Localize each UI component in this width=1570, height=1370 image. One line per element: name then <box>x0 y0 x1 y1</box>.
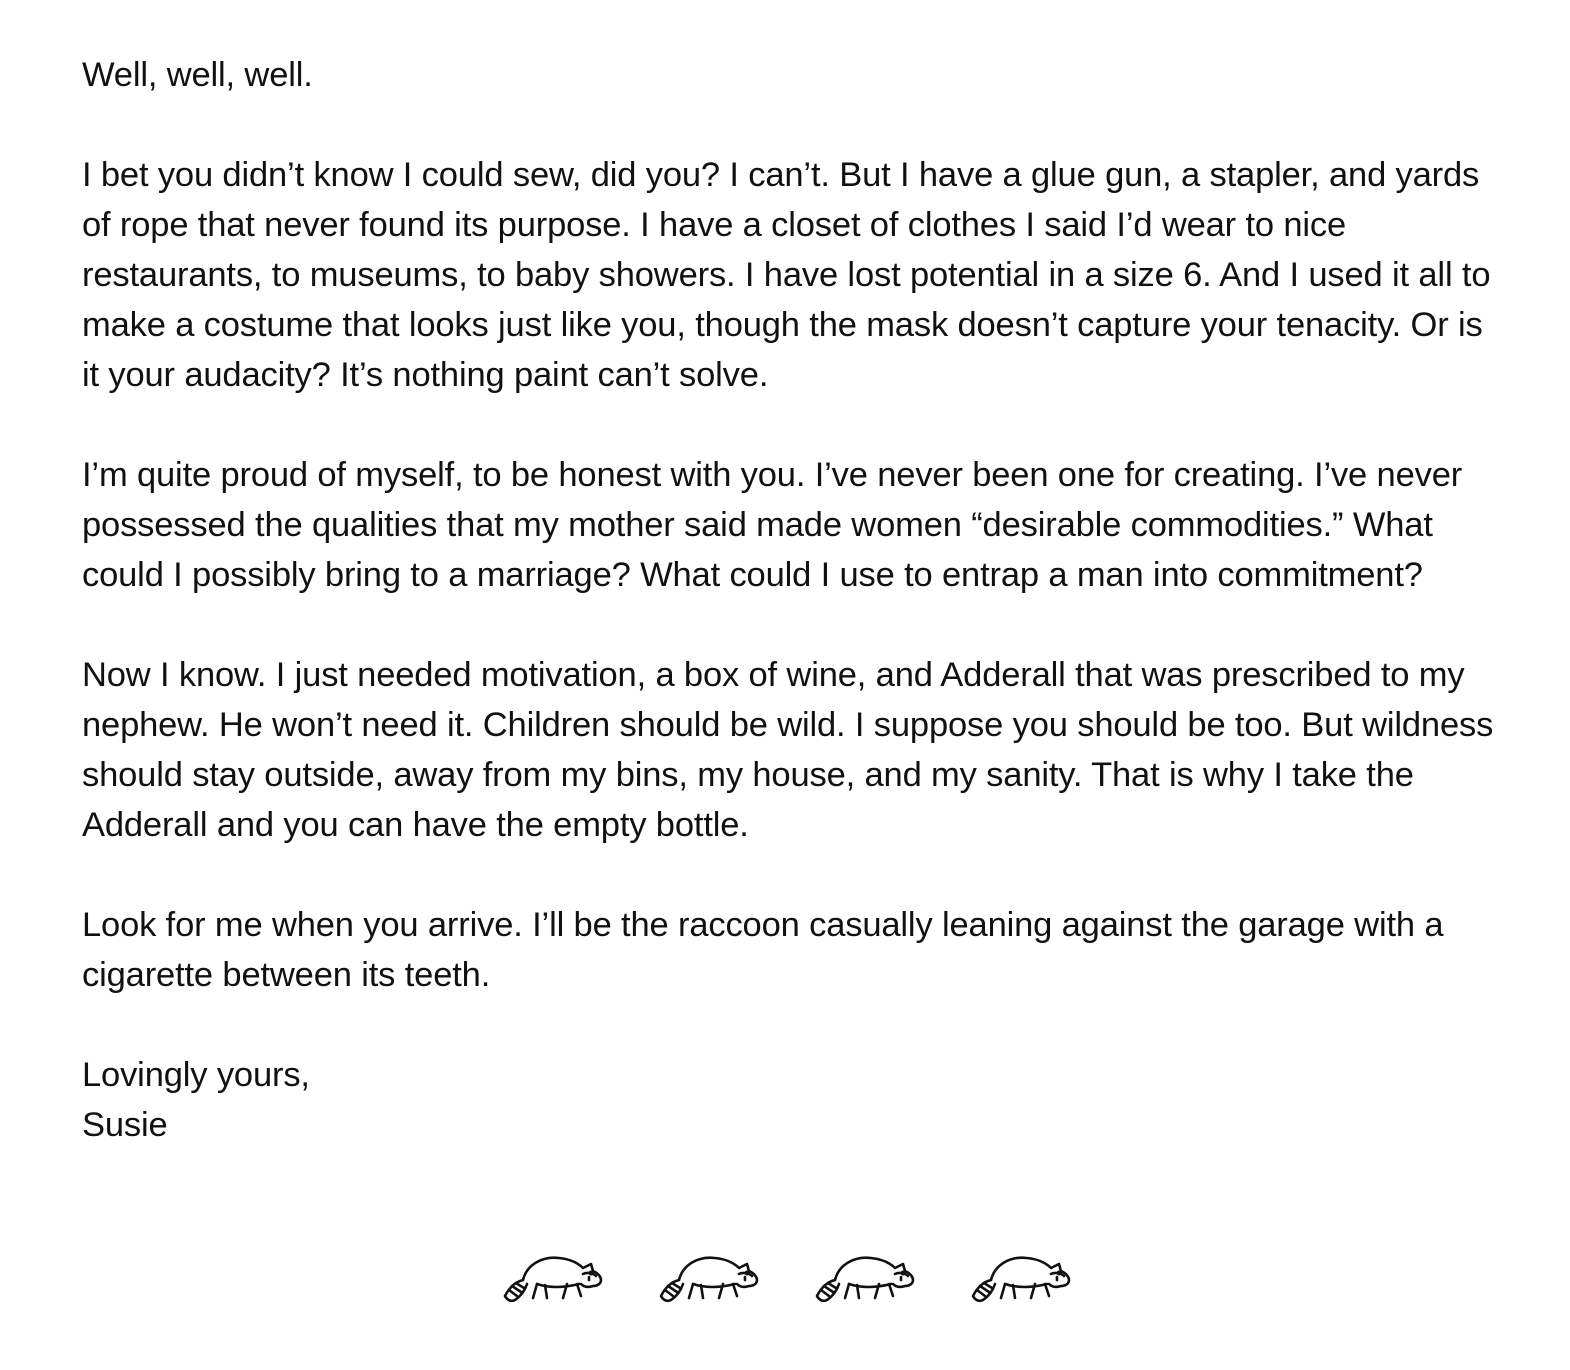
letter-paragraph: I bet you didn’t know I could sew, did you? I can’t. But I have a glue gun, a stapler, and yards of rope that never found its purpose. I have a closet of clothes I said I’d wear to nice restaurants, to museums, to baby showers. I have lost potential in a size 6. And I used it all to make a costume that looks just like you, though the mask doesn’t capture your tenacity. Or is it your audacity? It’s nothing paint can’t solve. <box>82 156 1491 394</box>
letter-paragraph: Now I know. I just needed motivation, a box of wine, and Adderall that was prescribed to my nephew. He won’t need it. Children should be wild. I suppose you should be too. But wildness should stay outside, away from my bins, my house, and my sanity. That is why I take the Adderall and you can have the empty bottle. <box>82 656 1494 844</box>
letter-paragraph: I’m quite proud of myself, to be honest with you. I’ve never been one for creating. I’ve never possessed the qualities that my mother said made women “desirable commodities.” What could I possibly bring to a marriage? What could I use to entrap a man into commitment? <box>82 456 1463 594</box>
raccoon-icon <box>653 1240 761 1306</box>
letter-greeting: Well, well, well. <box>82 56 313 94</box>
letter-paragraph: Look for me when you arrive. I’ll be the raccoon casually leaning against the garage with a cigarette between its teeth. <box>82 906 1444 994</box>
letter-body <box>82 50 1502 1150</box>
letter-signature: Susie <box>82 1106 168 1144</box>
letter-closing: Lovingly yours, <box>82 1056 310 1094</box>
raccoon-divider <box>0 1240 1570 1320</box>
raccoon-icon <box>497 1240 605 1306</box>
raccoon-icon <box>965 1240 1073 1306</box>
raccoon-icon <box>809 1240 917 1306</box>
letter-signoff <box>82 1050 1502 1150</box>
